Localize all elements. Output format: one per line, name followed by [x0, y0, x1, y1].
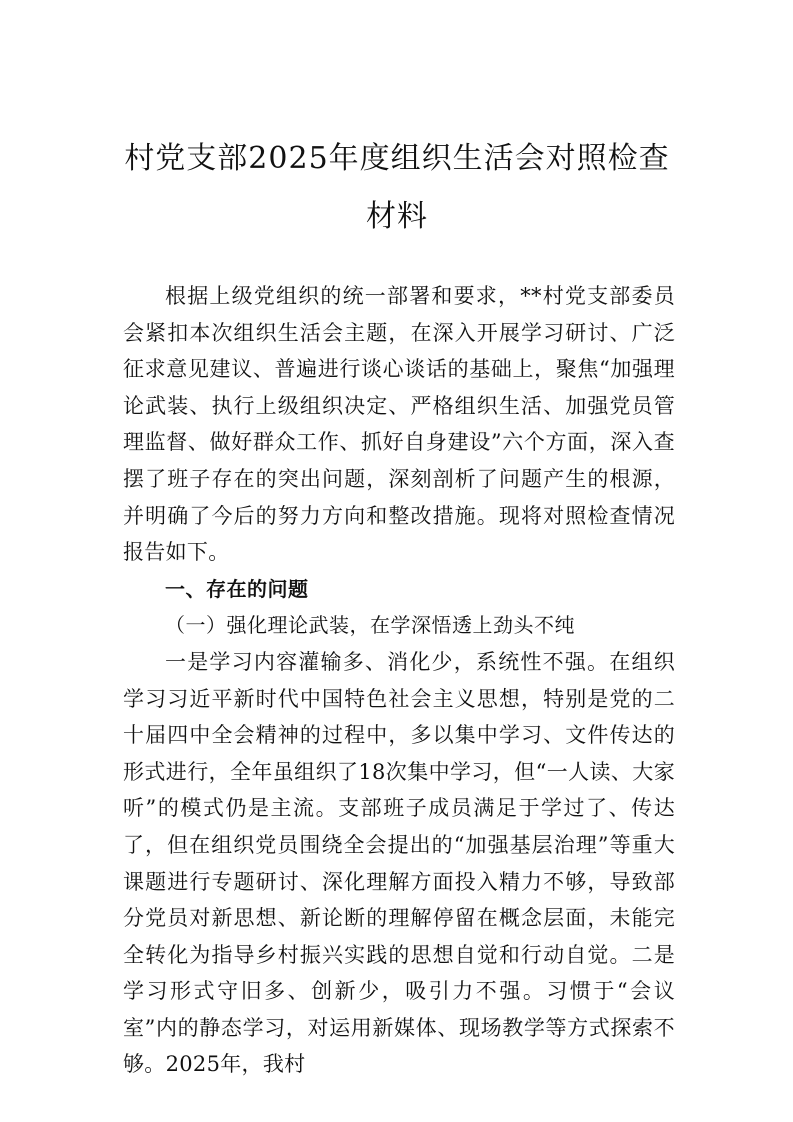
body-paragraph: 一是学习内容灌输多、消化少，系统性不强。在组织学习习近平新时代中国特色社会主义思想，特别是党的二十届四中全会精神的过程中，多以集中学习、文件传达的形式进行，全年虽组织了18次集中学习，但“一人读、大家听”的模式仍是主流。支部班子成员满足于学过了、传达了，但在组织党员围绕全会提出的“加强基层治理”等重大课题进行专题研讨、深化理解方面投入精力不够，导致部分党员对新思想、新论断的理解停留在概念层面，未能完全转化为指导乡村振兴实践的思想自觉和行动自觉。二是学习形式守旧多、创新少，吸引力不强。习惯于“会议室”内的静态学习，对运用新媒体、现场教学等方式探索不够。2025年，我村: [123, 649, 675, 1077]
intro-paragraph: 根据上级党组织的统一部署和要求，**村党支部委员会紧扣本次组织生活会主题，在深入开展学习研讨、广泛征求意见建议、普遍进行谈心谈话的基础上，聚焦“加强理论武装、执行上级组织决定、严格组织生活、加强党员管理监督、做好群众工作、抓好自身建设”六个方面，深入查摆了班子存在的突出问题，深刻剖析了问题产生的根源，并明确了今后的努力方向和整改措施。现将对照检查情况报告如下。: [123, 284, 675, 565]
document-body: [123, 278, 675, 1083]
subsection-heading: （一）强化理论武装，在学深悟透上劲头不纯: [165, 613, 575, 638]
section-heading: 一、存在的问题: [165, 576, 309, 601]
document-title: 村党支部2025年度组织生活会对照检查材料: [124, 141, 670, 234]
